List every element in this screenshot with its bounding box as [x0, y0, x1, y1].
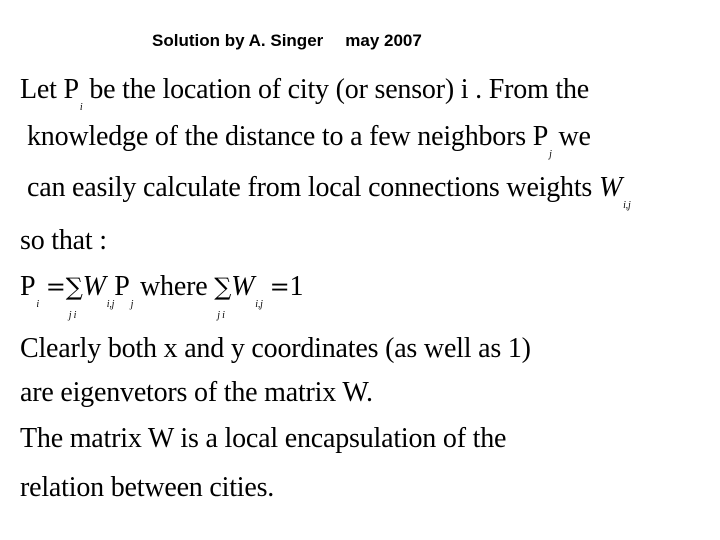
subscript-ij: i,j — [255, 299, 263, 310]
text-line-4 — [20, 225, 107, 257]
text-fragment: can easily calculate from local connections weights — [27, 172, 593, 203]
text-line-7 — [20, 377, 373, 409]
subscript-j: j — [130, 299, 134, 310]
symbol-p: P — [20, 271, 36, 302]
subscript-j: j — [549, 149, 552, 160]
summation-index: j i — [68, 310, 77, 321]
symbol-w: W — [231, 271, 255, 302]
equals-sign: = — [45, 273, 66, 301]
text-line-1 — [20, 74, 589, 112]
text-fragment: relation between cities. — [20, 472, 275, 503]
text-fragment: The matrix W is a local encapsulation of the — [20, 423, 507, 454]
text-fragment: are eigenvetors of the matrix W. — [20, 377, 373, 408]
text-line-9 — [20, 472, 274, 504]
subscript-ij: i,j — [623, 200, 631, 211]
text-fragment: knowledge of the distance to a few neighbors P — [27, 121, 549, 152]
text-fragment: so that : — [20, 225, 107, 256]
text-line-2 — [27, 121, 591, 159]
subscript-i: i — [79, 102, 83, 113]
sigma-symbol: ∑ — [214, 273, 232, 301]
text-line-3 — [27, 172, 631, 210]
subscript-ij: i,j — [106, 299, 115, 310]
text-fragment: Clearly both x and y coordinates (as well as 1) — [20, 333, 531, 364]
summation-1 — [65, 271, 83, 321]
text-line-8 — [20, 423, 506, 455]
date-label: may 2007 — [345, 31, 422, 50]
symbol-p: P — [63, 74, 79, 105]
text-fragment: Let — [20, 74, 57, 105]
symbol-w: W — [598, 172, 623, 203]
summation-2 — [214, 271, 232, 321]
symbol-p: P — [114, 271, 130, 302]
equation-line — [20, 271, 304, 321]
text-line-6 — [20, 333, 531, 365]
summation-index: j i — [217, 310, 225, 321]
text-fragment: be the location of city (or sensor) i . From the — [89, 74, 590, 105]
text-fragment: where — [140, 271, 208, 302]
slide-header — [152, 31, 422, 51]
sigma-symbol: ∑ — [65, 273, 83, 301]
constant-one: 1 — [289, 271, 304, 302]
subscript-i: i — [36, 299, 39, 310]
symbol-w: W — [82, 271, 106, 302]
equals-sign: = — [269, 273, 290, 301]
author-credit: Solution by A. Singer — [152, 31, 324, 50]
text-fragment: we — [558, 121, 591, 152]
